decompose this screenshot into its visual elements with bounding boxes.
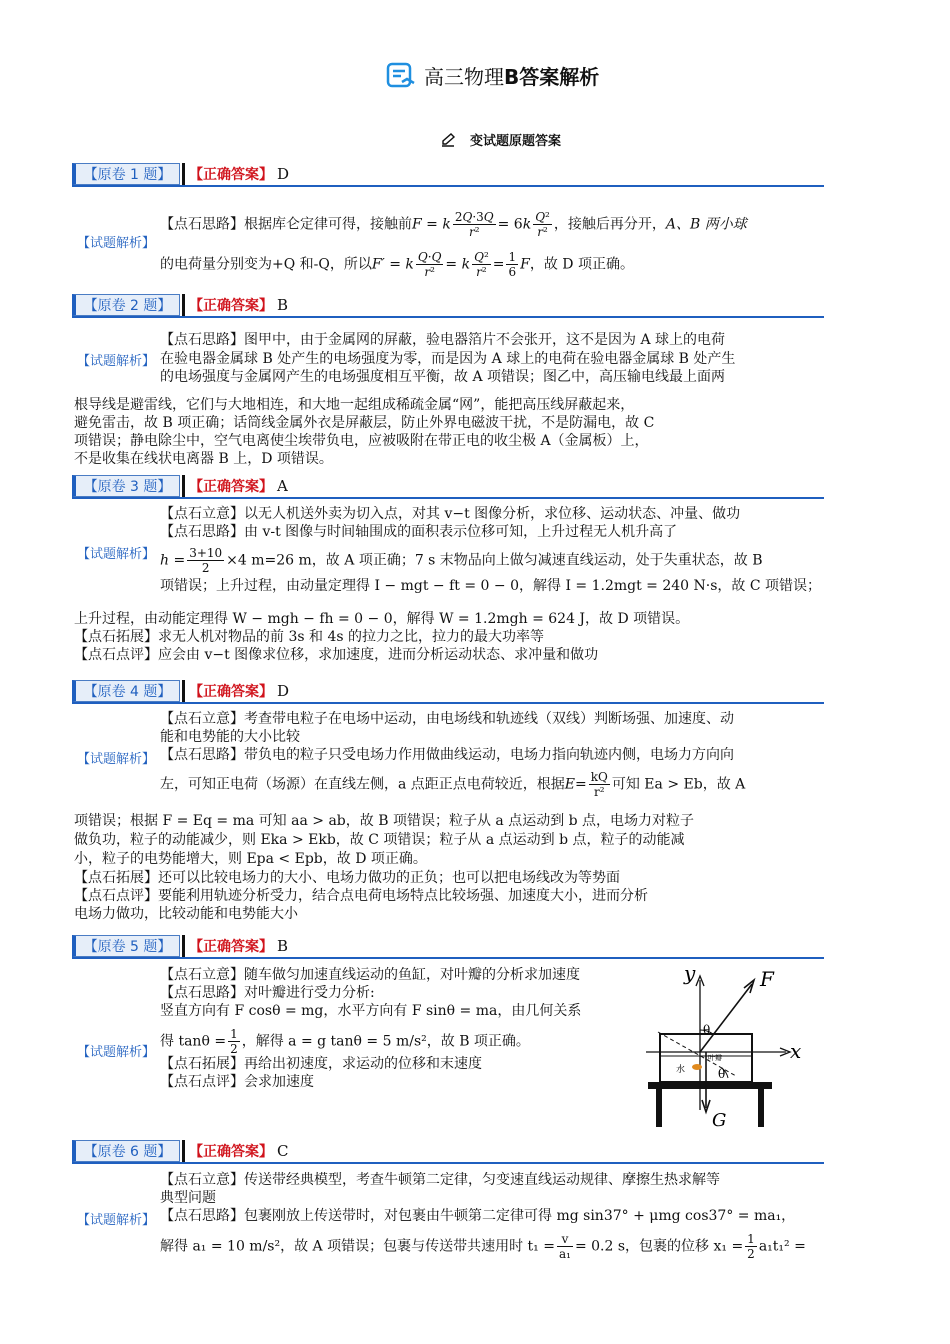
question-header-2 xyxy=(72,294,288,316)
q3-line: 【点石点评】应会由 v−t 图像求位移，求加速度，进而分析运动状态、求冲量和做功 xyxy=(74,647,599,663)
question-label: 【原卷 6 题】 xyxy=(72,1140,180,1162)
q3-line: 【点石拓展】求无人机对物品的前 3s 和 4s 的拉力之比，拉力的最大功率等 xyxy=(74,629,544,645)
answer-value: D xyxy=(277,165,290,183)
question-header-5 xyxy=(72,935,288,957)
q4-line: 电场力做功，比较动能和电势能大小 xyxy=(74,906,298,922)
answer-label: 【正确答案】 xyxy=(189,1144,273,1160)
force-diagram xyxy=(640,960,820,1132)
q3-line: 项错误；上升过程，由动量定理得 I − mgt − ft = 0 − 0，解得 I = 1.2mgt = 240 N·s，故 C 项错误； xyxy=(160,578,822,594)
axis-y-label: y xyxy=(684,961,696,985)
question-header-3 xyxy=(72,475,288,497)
force-g-label: G xyxy=(712,1110,727,1131)
document-icon xyxy=(386,62,416,88)
axis-x-label: x xyxy=(790,1039,802,1063)
divider xyxy=(72,185,824,187)
analysis-label: 【试题解析】 xyxy=(77,1213,156,1228)
q6-line: 典型问题 xyxy=(160,1190,216,1206)
q5-line: 【点石拓展】再给出初速度，求运动的位移和末速度 xyxy=(160,1056,482,1072)
q4-line: 小，粒子的电势能增大，则 Epa < Epb，故 D 项正确。 xyxy=(74,851,427,867)
question-label: 【原卷 5 题】 xyxy=(72,935,180,957)
leaf-label: 叶瓣 xyxy=(708,1054,722,1062)
q1-line-2: 的电荷量分别变为+Q 和-Q，所以F′ = k $\frac{Q\cdot Q}{\text{r²}}$ = k $\frac{\text{Q²}}{\text{r²}}$ = $\frac{1}{6}$ F，故 D 项正确。 xyxy=(160,250,634,279)
answer-label: 【正确答案】 xyxy=(189,167,273,183)
q2-line: 的电场强度与金属网产生的电场强度相互平衡，故 A 项错误；图乙中，高压输电线最上面两 xyxy=(160,369,726,385)
answer-value: D xyxy=(277,682,290,700)
question-label: 【原卷 2 题】 xyxy=(72,294,180,316)
question-label: 【原卷 4 题】 xyxy=(72,680,180,702)
pencil-icon xyxy=(440,132,458,148)
answer-label: 【正确答案】 xyxy=(189,684,273,700)
q4-line: 项错误；根据 F = Eq = ma 可知 aa > ab，故 B 项错误；粒子从 a 点运动到 b 点，电场力对粒子 xyxy=(74,813,695,829)
answer-value: B xyxy=(277,937,289,955)
q2-line: 避免雷击，故 B 项正确；话筒线金属外衣是屏蔽层，防止外界电磁波干扰，不是防漏电，故 C xyxy=(74,415,655,431)
q2-line: 不是收集在线状电离器 B 上，D 项错误。 xyxy=(74,451,333,467)
water-label: 水 xyxy=(676,1065,686,1075)
title-prefix: 高三物理 xyxy=(424,64,504,89)
q5-line: 【点石点评】会求加速度 xyxy=(160,1074,314,1090)
q6-line: 【点石立意】传送带经典模型，考查牛顿第二定律，匀变速直线运动规律、摩擦生热求解等 xyxy=(160,1172,720,1188)
q4-line: 【点石立意】考查带电粒子在电场中运动，由电场线和轨迹线（双线）判断场强、加速度、动 xyxy=(160,711,734,727)
question-label: 【原卷 1 题】 xyxy=(72,163,180,185)
q3-line: 【点石思路】由 v-t 图像与时间轴围成的面积表示位移可知，上升过程无人机升高了 xyxy=(160,524,678,540)
analysis-label: 【试题解析】 xyxy=(77,236,156,251)
analysis-label: 【试题解析】 xyxy=(77,1045,156,1060)
q4-line: 能和电势能的大小比较 xyxy=(160,729,300,745)
analysis-label: 【试题解析】 xyxy=(77,752,156,767)
q6-line: 解得 a₁ = 10 m/s²，故 A 项错误；包裹与传送带共速用时 t₁ = $\frac{v}{\text{a₁}}$ = 0.2 s，包裹的位移 x₁ = $\frac{1}{2}$ a₁t₁² = xyxy=(160,1232,806,1261)
q1-line-1: 【点石思路】根据库仑定律可得，接触前F = k $\frac{2Q\cdot 3Q}{\text{r²}}$ = 6k $\frac{\text{Q²}}{\text{r²}}$ ，接触后再分开，A、B 两小球 xyxy=(160,210,747,239)
answer-label: 【正确答案】 xyxy=(189,939,273,955)
q4-line: 【点石思路】带负电的粒子只受电场力作用做曲线运动，电场力指向轨迹内侧，电场力方向向 xyxy=(160,747,734,763)
q2-line: 项错误；静电除尘中，空气电离使尘埃带负电，应被吸附在带正电的收尘极 A（金属板）上， xyxy=(74,433,649,449)
divider xyxy=(72,702,824,704)
answer-label: 【正确答案】 xyxy=(189,479,273,495)
divider xyxy=(72,316,824,318)
answer-value: A xyxy=(277,477,288,495)
q4-line: 【点石点评】要能利用轨迹分析受力，结合点电荷电场特点比较场强、加速度大小，进而分析 xyxy=(74,888,648,904)
q5-line: 【点石思路】对叶瓣进行受力分析: xyxy=(160,985,375,1001)
divider xyxy=(72,1162,824,1164)
q5-line: 【点石立意】随车做匀加速直线运动的鱼缸，对叶瓣的分析求加速度 xyxy=(160,967,580,983)
q2-line: 【点石思路】图甲中，由于金属网的屏蔽，验电器箔片不会张开，这不是因为 A 球上的电荷 xyxy=(160,332,726,348)
answer-label: 【正确答案】 xyxy=(189,298,273,314)
page-title xyxy=(386,60,599,90)
q2-line: 在验电器金属球 B 处产生的电场强度为零，而是因为 A 球上的电荷在验电器金属球 B 处产生 xyxy=(160,351,736,367)
analysis-label: 【试题解析】 xyxy=(77,354,156,369)
question-header-6 xyxy=(72,1140,288,1162)
q5-line: 竖直方向有 F cosθ = mg，水平方向有 F sinθ = ma，由几何关系 xyxy=(160,1003,582,1019)
force-f-label: F xyxy=(760,967,774,991)
q3-line: 上升过程，由动能定理得 W − mgh − fh = 0 − 0，解得 W = 1.2mgh = 624 J，故 D 项错误。 xyxy=(74,611,690,627)
theta-label: θ xyxy=(718,1067,726,1081)
q5-line: 得 tanθ = $\frac{1}{2}$ ，解得 a = g tanθ = 5 m/s²，故 B 项正确。 xyxy=(160,1027,530,1056)
divider xyxy=(72,957,824,959)
q6-line: 【点石思路】包裹刚放上传送带时，对包裹由牛顿第二定律可得 mg sin37° + μmg cos37° = ma₁， xyxy=(160,1208,796,1224)
question-label: 【原卷 3 题】 xyxy=(72,475,180,497)
question-header-4 xyxy=(72,680,289,702)
q2-line: 根导线是避雷线，它们与大地相连，和大地一起组成稀疏金属“网”，能把高压线屏蔽起来， xyxy=(74,397,635,413)
theta-label: θ xyxy=(703,1023,711,1037)
q4-line: 【点石拓展】还可以比较电场力的大小、电场力做功的正负；也可以把电场线改为等势面 xyxy=(74,870,620,886)
divider xyxy=(72,497,824,499)
q4-line: 左，可知正电荷（场源）在直线左侧，a 点距正点电荷较近，根据E= $\frac{kQ}{\text{r²}}$ 可知 Ea > Eb，故 A xyxy=(160,770,746,799)
q4-line: 做负功，粒子的动能减少，则 Eka > Ekb，故 C 项错误；粒子从 a 点运动到 b 点，粒子的动能减 xyxy=(74,832,685,848)
answer-value: B xyxy=(277,296,289,314)
title-bold: B答案解析 xyxy=(504,64,600,89)
question-header-1 xyxy=(72,163,289,185)
q3-line: 【点石立意】以无人机送外卖为切入点，对其 v−t 图像分析，求位移、运动状态、冲量、做功 xyxy=(160,506,741,522)
q3-line: h = $\frac{3+10}{2}$ ×4 m=26 m，故 A 项正确；7 s 末物品向上做匀减速直线运动，处于失重状态，故 B xyxy=(160,546,763,575)
answer-value: C xyxy=(277,1142,289,1160)
section-title: 变试题原题答案 xyxy=(440,130,561,149)
analysis-label: 【试题解析】 xyxy=(77,547,156,562)
